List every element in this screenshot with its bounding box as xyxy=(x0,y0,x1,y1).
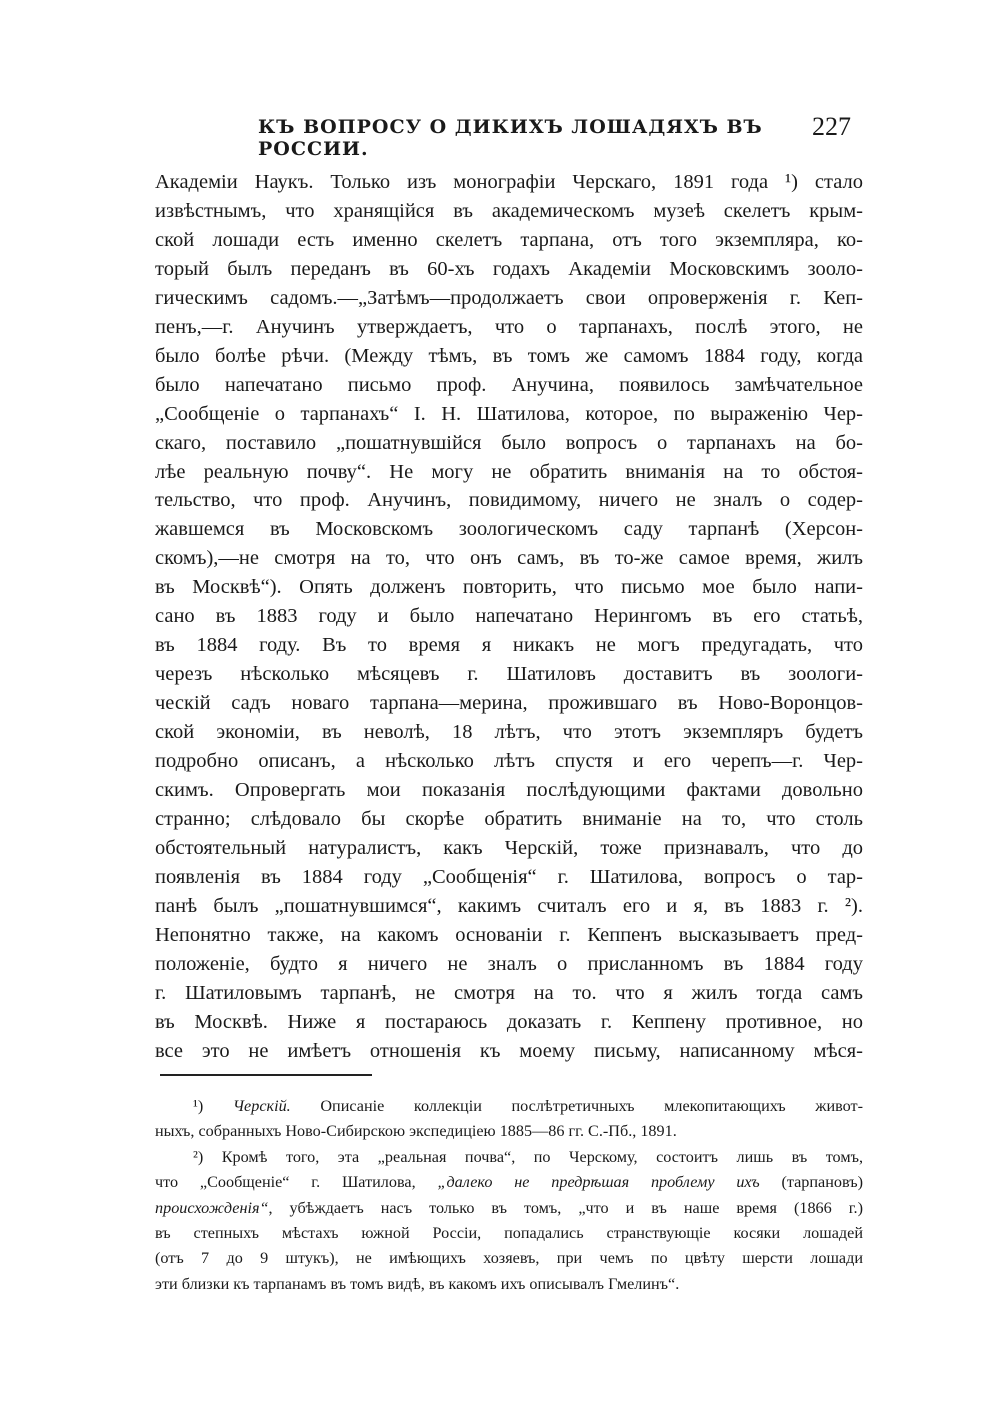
text-line: ской лошади есть именно скелетъ тарпана, отъ того экземпляра, ко- xyxy=(155,228,863,251)
footnote-2-line: эти близки къ тарпанамъ въ томъ видѣ, въ какомъ ихъ описывалъ Гмелинъ“. xyxy=(155,1274,680,1293)
text-line: ческій садъ новаго тарпана—мерина, прожившаго въ Ново-Воронцов- xyxy=(155,692,863,715)
text-line: странно; слѣдовало бы скорѣе обратить вниманіе на то, что столь xyxy=(155,807,863,830)
text-line: гическимъ садомъ.—„Затѣмъ—продолжаетъ свои опроверженія г. Кеп- xyxy=(155,286,863,309)
text-line: черезъ нѣсколько мѣсяцевъ г. Шатиловъ доставитъ въ зоологи- xyxy=(155,663,863,686)
footnote-marker: ²) xyxy=(193,1147,204,1166)
text-line: „Сообщеніе о тарпанахъ“ І. Н. Шатилова, которое, по выраженію Чер- xyxy=(155,402,863,425)
text-line: появленія въ 1884 году „Сообщенія“ г. Шатилова, вопросъ о тар- xyxy=(155,865,863,888)
footnote-text: Кромѣ того, эта „реальная почва“, по Черскому, состоитъ лишь въ томъ, xyxy=(221,1147,863,1166)
text-line: въ Москвѣ“). Опять долженъ повторить, что письмо мое было напи- xyxy=(155,576,863,599)
text-line: въ 1884 году. Въ то время я никакъ не могъ предугадать, что xyxy=(155,634,863,657)
footnote-quote: „далеко не предрѣшая проблему ихъ xyxy=(437,1173,760,1192)
footnote-text: (тарпановъ) xyxy=(781,1173,863,1192)
footnote-2-line xyxy=(155,1170,863,1195)
footnote-2-line xyxy=(155,1145,863,1170)
footnote-2-line: (отъ 7 до 9 штукъ), не имѣющихъ хозяевъ, при чемъ по цвѣту шерсти лошади xyxy=(155,1249,863,1268)
text-line: скомъ),—не смотря на то, что онъ самъ, въ то-же самое время, жилъ xyxy=(155,547,863,570)
text-line: ской экономіи, въ неволѣ, 18 лѣтъ, что этотъ экземпляръ будетъ xyxy=(155,721,863,744)
running-head: КЪ ВОПРОСУ О ДИКИХЪ ЛОШАДЯХЪ ВЪ РОССИИ. xyxy=(258,116,763,160)
text-line: тельство, что проф. Анучинъ, повидимому, ничего не зналъ о содер- xyxy=(155,489,863,512)
footnote-2-line: въ степныхъ мѣстахъ южной Россіи, попадались странствующіе косяки лошадей xyxy=(155,1224,863,1243)
text-line: подробно описанъ, а нѣсколько лѣтъ спустя и его черепъ—г. Чер- xyxy=(155,750,863,773)
footnotes xyxy=(155,1094,863,1297)
text-line: торый былъ переданъ въ 60-хъ годахъ Академіи Московскимъ зооло- xyxy=(155,257,863,280)
footnote-author: Черскій. xyxy=(232,1097,291,1115)
text-line: скимъ. Опровергать мои показанія послѣдующими фактами довольно xyxy=(155,779,863,802)
text-line: Академіи Наукъ. Только изъ монографіи Черскаго, 1891 года ¹) стало xyxy=(155,171,863,193)
text-line: было напечатано письмо проф. Анучина, появилось замѣчательное xyxy=(155,373,863,396)
footnote-separator xyxy=(160,1074,372,1076)
text-line: жавшемся въ Московскомъ зоологическомъ саду тарпанѣ (Херсон- xyxy=(155,518,863,541)
text-line: скаго, поставило „пошатнувшійся было вопросъ о тарпанахъ на бо- xyxy=(155,431,863,454)
text-line: было болѣе рѣчи. (Между тѣмъ, въ томъ же самомъ 1884 году, когда xyxy=(155,344,863,367)
text-line: пенъ,—г. Анучинъ утверждаетъ, что о тарпанахъ, послѣ этого, не xyxy=(155,315,863,338)
text-line: панѣ былъ „пошатнувшимся“, какимъ считалъ его и я, въ 1883 г. ²). xyxy=(155,894,863,917)
footnote-text: , убѣждаетъ насъ только въ томъ, „что и въ наше время (1866 г.) xyxy=(268,1198,863,1217)
footnote-text: что „Сообщеніе“ г. Шатилова, xyxy=(155,1173,416,1192)
footnote-1-line xyxy=(155,1094,863,1119)
text-line: извѣстнымъ, что хранящійся въ академическомъ музеѣ скелетъ крым- xyxy=(155,199,863,222)
text-line: Непонятно также, на какомъ основаніи г. Кеппенъ высказываетъ пред- xyxy=(155,923,863,946)
text-line: положеніе, будто я ничего не зналъ о присланномъ въ 1884 году xyxy=(155,952,863,975)
text-line: все это не имѣетъ отношенія къ моему письму, написанному мѣся- xyxy=(155,1039,863,1062)
text-line: г. Шатиловымъ тарпанѣ, не смотря на то. что я жилъ тогда самъ xyxy=(155,981,863,1004)
footnote-2-line xyxy=(155,1196,863,1221)
text-line: сано въ 1883 году и было напечатано Нерингомъ въ его статьѣ, xyxy=(155,605,863,628)
text-line: обстоятельный натуралистъ, какъ Черскій, тоже признавалъ, что до xyxy=(155,836,863,859)
text-line: лѣе реальную почву“. Не могу не обратить вниманія на то обстоя- xyxy=(155,460,863,483)
footnote-quote: происхожденія“ xyxy=(155,1198,269,1217)
footnote-text: Описаніе коллекціи послѣтретичныхъ млекопитающихъ живот- xyxy=(320,1097,864,1115)
footnote-marker: ¹) xyxy=(193,1097,204,1115)
main-text xyxy=(155,168,863,1066)
page-number: 227 xyxy=(812,112,851,141)
footnote-1-line: ныхъ, собранныхъ Ново-Сибирскою экспедиціею 1885—86 гг. С.-Пб., 1891. xyxy=(155,1122,677,1141)
text-line: въ Москвѣ. Ниже я постараюсь доказать г. Кеппену противное, но xyxy=(155,1010,863,1033)
